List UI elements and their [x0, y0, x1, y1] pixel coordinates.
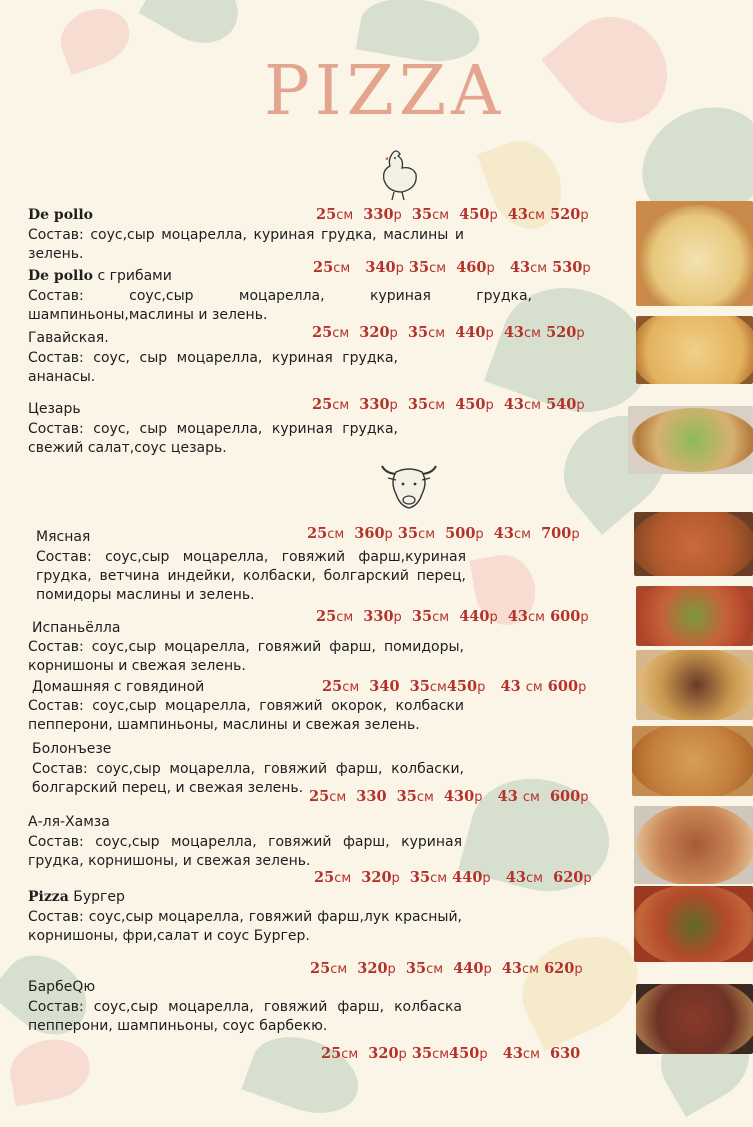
pizza-photo: [636, 586, 753, 646]
item-name: Домашняя с говядиной: [32, 679, 205, 695]
item-name: Мясная: [36, 529, 91, 545]
item-prices: 25см 360р 35см 500р 43см 700р: [307, 525, 580, 542]
pizza-photo: [634, 512, 753, 576]
item-name: Испаньёлла: [32, 620, 121, 636]
item-description: Состав: соус,сыр моцарелла, говяжий фарш, колбаска пепперони, шампиньоны, соус барбекю.: [28, 999, 462, 1034]
item-name: De pollo с грибами: [28, 268, 172, 284]
item-name: De pollo: [28, 207, 94, 223]
item-description: Состав: соус,сыр моцарелла, куриная грудка, маслины и зелень.: [28, 227, 464, 262]
item-name: Pizza Бургер: [28, 889, 125, 905]
item-name: Цезарь: [28, 401, 81, 417]
item-prices: 25см 320р 35см 440р 43см 620р: [310, 960, 583, 977]
pizza-photo: [636, 650, 753, 720]
item-description: Состав: соус,сыр моцарелла, говяжий окорок, колбаски пепперони, шампиньоны, маслины и свежая зелень.: [28, 698, 464, 733]
item-name: Болонъезе: [32, 741, 112, 757]
pizza-photo: [628, 406, 753, 474]
item-description: Состав: соус, сыр моцарелла, куриная грудка, свежий салат,соус цезарь.: [28, 421, 398, 456]
pizza-photo: [636, 316, 753, 384]
item-prices: 25см 340р 35см 460р 43см 530р: [313, 259, 591, 276]
item-prices: 25см 330 35см 430р 43 см 600р: [309, 788, 589, 805]
item-description: Состав: соус, сыр моцарелла, куриная грудка, ананасы.: [28, 350, 398, 385]
pizza-photo: [634, 806, 753, 884]
pizza-photo: [636, 984, 753, 1054]
item-prices: 25см 340 35см450р 43 см 600р: [322, 678, 587, 695]
item-name: Гавайская.: [28, 330, 109, 346]
pizza-photo: [634, 886, 753, 962]
item-description: Состав: соус,сыр моцарелла, говяжий фарш,лук красный, корнишоны, фри,салат и соус Бургер.: [28, 909, 462, 944]
item-name: А-ля-Хамза: [28, 814, 110, 830]
item-prices: 25см 330р 35см 450р 43см 540р: [312, 396, 585, 413]
item-description: Состав: соус,сыр моцарелла, куриная грудка, шампиньоны,маслины и зелень.: [28, 288, 532, 323]
chicken-icon: [378, 148, 420, 202]
item-description: Состав: соус,сыр моцарелла, говяжий фарш, куриная грудка, корнишоны, и свежая зелень.: [28, 834, 462, 869]
page-title: PIZZA: [264, 52, 506, 131]
item-description: Состав: соус,сыр моцарелла, говяжий фарш, помидоры, корнишоны и свежая зелень.: [28, 639, 464, 674]
item-prices: 25см 320р 35см450р 43см 630: [321, 1045, 581, 1062]
bull-head-icon: [374, 456, 444, 510]
item-description: Состав: соус,сыр моцарелла, говяжий фарш,куриная грудка, ветчина индейки, колбаски, болгарский перец, помидоры маслины и зелень.: [36, 549, 466, 603]
item-prices: 25см 330р 35см 450р 43см 520р: [316, 206, 589, 223]
item-prices: 25см 320р 35см 440р 43см 620р: [314, 869, 592, 886]
item-name: БарбеQю: [28, 979, 96, 995]
pizza-photo: [632, 726, 753, 796]
item-description: Состав: соус,сыр моцарелла, говяжий фарш, колбаски, болгарский перец, и свежая зелень.: [32, 761, 464, 796]
item-prices: 25см 320р 35см 440р 43см 520р: [312, 324, 585, 341]
item-prices: 25см 330р 35см 440р 43см 600р: [316, 608, 589, 625]
pizza-photo: [636, 201, 753, 306]
